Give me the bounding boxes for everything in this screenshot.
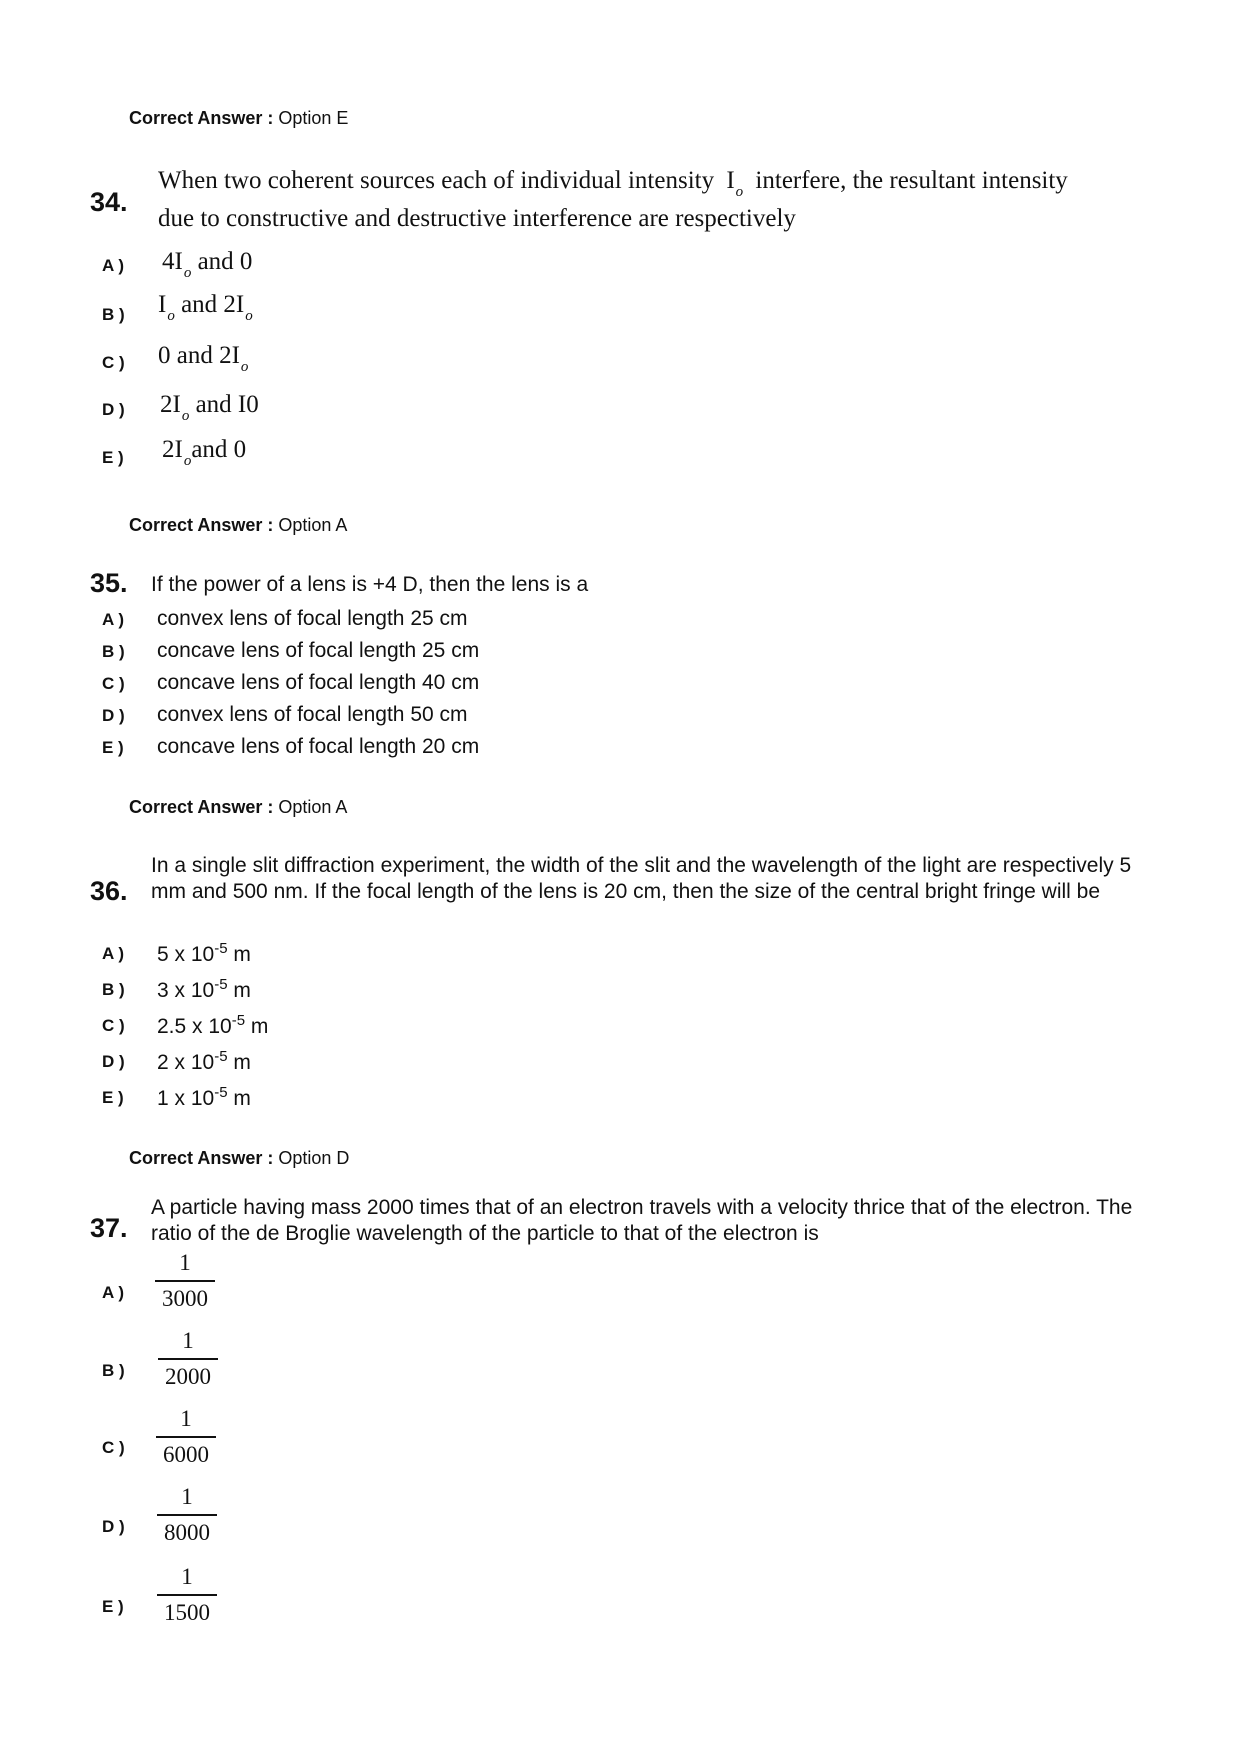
- option-label-36-d: D ): [102, 1052, 125, 1071]
- option-37-d-denominator: 8000: [164, 1520, 210, 1545]
- option-34-d-part1: 2I: [160, 391, 181, 418]
- option-34-b[interactable]: [158, 291, 253, 324]
- option-label-34-e: E ): [102, 448, 124, 467]
- question-number-36: 36.: [90, 876, 128, 906]
- option-36-b[interactable]: [157, 976, 251, 1003]
- correct-answer-value: Option A: [278, 797, 348, 817]
- option-label-34-b: B ): [102, 305, 125, 324]
- option-37-e-numerator: 1: [181, 1564, 193, 1589]
- option-label-34-a: A ): [102, 256, 125, 275]
- option-36-e[interactable]: [157, 1084, 251, 1111]
- option-35-b[interactable]: concave lens of focal length 25 cm: [157, 639, 480, 662]
- option-37-e[interactable]: [157, 1564, 217, 1626]
- question-34-line-1: [158, 167, 1068, 200]
- option-37-a-denominator: 3000: [162, 1286, 208, 1311]
- option-label-37-c: C ): [102, 1438, 125, 1457]
- question-number-37: 37.: [90, 1213, 128, 1243]
- option-35-d[interactable]: convex lens of focal length 50 cm: [157, 703, 468, 726]
- question-34-text-a: When two coherent sources each of individual intensity: [158, 167, 715, 194]
- option-36-b-base: 3 x 10: [157, 979, 215, 1002]
- option-label-35-d: D ): [102, 706, 125, 725]
- correct-answer-label: Correct Answer :: [129, 515, 274, 535]
- fraction-bar: [157, 1594, 217, 1596]
- option-label-36-b: B ): [102, 980, 125, 999]
- option-34-a[interactable]: [162, 248, 253, 281]
- option-34-b-part2: and 2I: [174, 291, 245, 318]
- correct-answer-value: Option A: [278, 515, 348, 535]
- correct-answer-value: Option D: [278, 1148, 350, 1168]
- option-36-d-exponent: -5: [214, 1048, 228, 1065]
- option-label-35-e: E ): [102, 738, 124, 757]
- option-34-e-sub: o: [183, 453, 192, 469]
- option-36-d[interactable]: [157, 1048, 251, 1075]
- correct-answer-label: Correct Answer :: [129, 108, 274, 128]
- option-37-e-denominator: 1500: [164, 1600, 210, 1625]
- option-36-c-unit: m: [245, 1015, 269, 1038]
- option-37-b-numerator: 1: [182, 1328, 194, 1353]
- option-35-e[interactable]: concave lens of focal length 20 cm: [157, 735, 480, 758]
- option-label-34-c: C ): [102, 353, 125, 372]
- correct-answer-36: [129, 1148, 349, 1169]
- option-37-d[interactable]: [157, 1484, 217, 1546]
- option-37-b[interactable]: [158, 1328, 218, 1390]
- correct-answer-label: Correct Answer :: [129, 1148, 274, 1168]
- question-35-text: If the power of a lens is +4 D, then the lens is a: [151, 573, 589, 596]
- option-36-c[interactable]: [157, 1012, 268, 1039]
- option-34-c-part1: 0 and 2I: [158, 342, 240, 369]
- option-37-c[interactable]: [156, 1406, 216, 1468]
- intensity-symbol: I: [726, 167, 735, 194]
- fraction-bar: [158, 1358, 218, 1360]
- option-34-d[interactable]: [160, 391, 259, 424]
- option-36-b-exponent: -5: [214, 976, 228, 993]
- fraction-bar: [155, 1280, 215, 1282]
- intensity-subscript: o: [735, 184, 744, 200]
- option-label-37-a: A ): [102, 1283, 125, 1302]
- option-34-c-sub: o: [240, 359, 249, 375]
- option-37-a[interactable]: [155, 1250, 215, 1312]
- correct-answer-33: [129, 108, 348, 129]
- option-34-a-sub: o: [183, 265, 192, 281]
- option-36-a-unit: m: [227, 943, 251, 966]
- option-label-35-b: B ): [102, 642, 125, 661]
- correct-answer-label: Correct Answer :: [129, 797, 274, 817]
- option-label-35-a: A ): [102, 610, 125, 629]
- question-37-text: A particle having mass 2000 times that of an electron travels with a velocity thrice that of the electron. The ratio of the de Broglie wavelength of the particle to that of the electron is: [151, 1196, 1133, 1245]
- option-37-b-denominator: 2000: [165, 1364, 211, 1389]
- question-34-symbol: [726, 167, 744, 200]
- option-34-d-part2: and I0: [189, 391, 259, 418]
- option-34-e-part1: 2I: [162, 436, 183, 463]
- option-36-a[interactable]: [157, 940, 251, 967]
- option-34-b-sub1: o: [167, 308, 175, 324]
- option-label-37-e: E ): [102, 1597, 124, 1616]
- correct-answer-34: [129, 515, 347, 536]
- correct-answer-35: [129, 797, 347, 818]
- option-34-e[interactable]: [162, 436, 247, 469]
- option-37-c-denominator: 6000: [163, 1442, 209, 1467]
- option-34-c[interactable]: [158, 342, 249, 375]
- option-37-c-numerator: 1: [180, 1406, 192, 1431]
- option-label-36-a: A ): [102, 944, 125, 963]
- option-label-35-c: C ): [102, 674, 125, 693]
- option-36-a-exponent: -5: [214, 940, 228, 957]
- option-36-a-base: 5 x 10: [157, 943, 215, 966]
- option-34-a-part2: and 0: [191, 248, 253, 275]
- option-36-e-exponent: -5: [214, 1084, 228, 1101]
- question-34-line-2: due to constructive and destructive interference are respectively: [158, 205, 796, 232]
- fraction-bar: [157, 1514, 217, 1516]
- option-34-b-part1: I: [158, 291, 167, 318]
- option-34-b-sub2: o: [245, 308, 253, 324]
- question-number-35: 35.: [90, 568, 128, 598]
- option-36-e-base: 1 x 10: [157, 1087, 215, 1110]
- option-label-36-c: C ): [102, 1016, 125, 1035]
- option-36-e-unit: m: [227, 1087, 251, 1110]
- option-36-d-base: 2 x 10: [157, 1051, 215, 1074]
- option-37-d-numerator: 1: [181, 1484, 193, 1509]
- option-36-c-base: 2.5 x 10: [157, 1015, 232, 1038]
- option-37-a-numerator: 1: [179, 1250, 191, 1275]
- option-label-37-d: D ): [102, 1517, 125, 1536]
- option-34-e-part2: and 0: [191, 436, 247, 463]
- correct-answer-value: Option E: [278, 108, 349, 128]
- option-35-a[interactable]: convex lens of focal length 25 cm: [157, 607, 468, 630]
- option-36-d-unit: m: [227, 1051, 251, 1074]
- option-35-c[interactable]: concave lens of focal length 40 cm: [157, 671, 480, 694]
- option-34-d-sub: o: [181, 408, 190, 424]
- question-36-text: In a single slit diffraction experiment, the width of the slit and the wavelength of the light are respectively 5 mm and 500 nm. If the focal length of the lens is 20 cm, then the size of the central bright fringe will be: [151, 854, 1132, 903]
- option-36-b-unit: m: [227, 979, 251, 1002]
- question-34-text-b: interfere, the resultant intensity: [755, 167, 1068, 194]
- question-number-34: 34.: [90, 187, 128, 217]
- option-label-37-b: B ): [102, 1361, 125, 1380]
- fraction-bar: [156, 1436, 216, 1438]
- option-label-34-d: D ): [102, 400, 125, 419]
- option-34-a-part1: 4I: [162, 248, 183, 275]
- option-36-c-exponent: -5: [231, 1012, 246, 1029]
- option-label-36-e: E ): [102, 1088, 124, 1107]
